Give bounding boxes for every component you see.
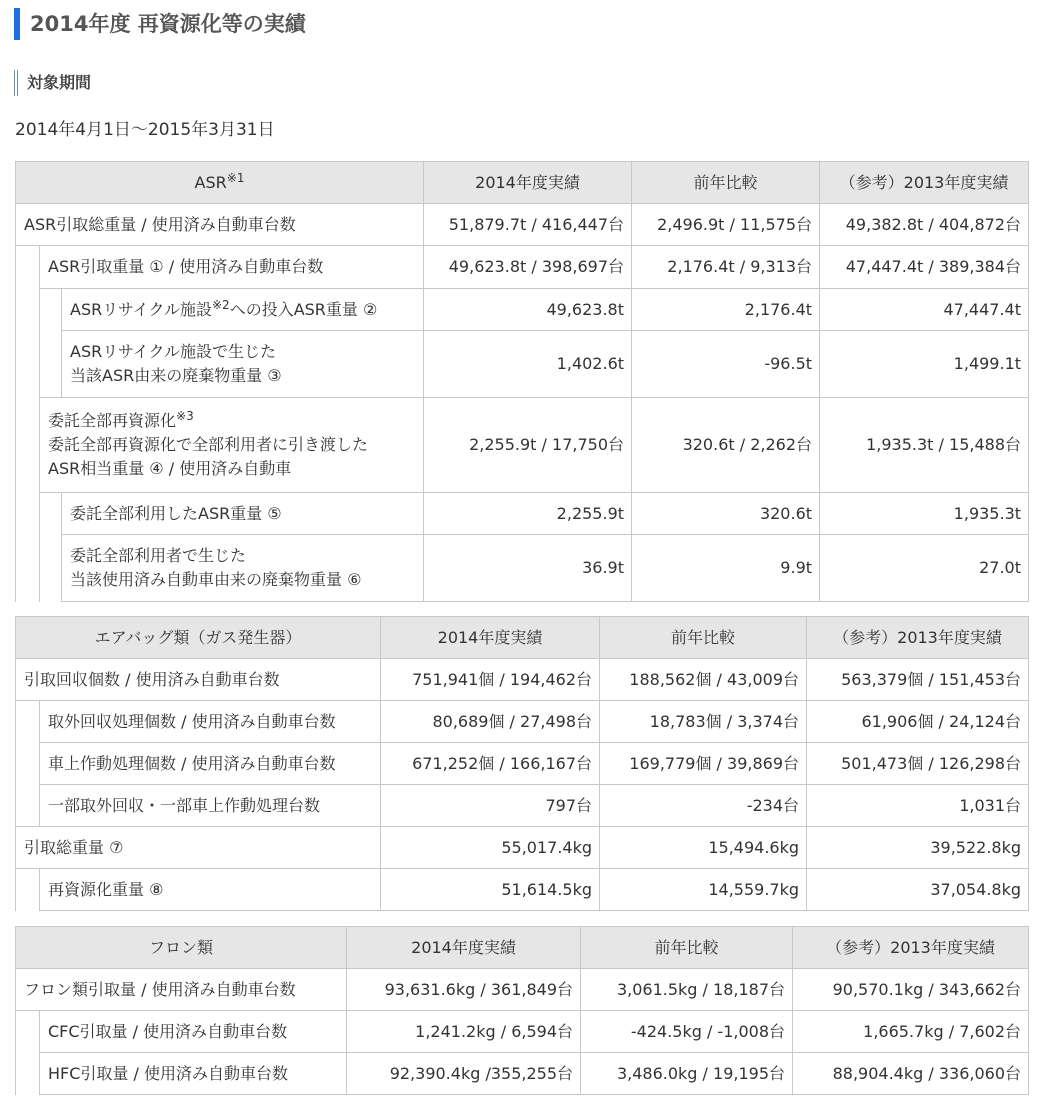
row-label: ASR引取重量 ① / 使用済み自動車台数 bbox=[40, 246, 424, 289]
table-row bbox=[16, 659, 1029, 701]
table-row bbox=[16, 1053, 1029, 1095]
table-row bbox=[16, 1011, 1029, 1053]
value-2014: 2,255.9t bbox=[424, 493, 632, 535]
row-label: ASR引取総重量 / 使用済み自動車台数 bbox=[16, 204, 424, 246]
indent-cell bbox=[40, 289, 62, 398]
value-2014: 1,402.6t bbox=[424, 331, 632, 398]
value-2013: 27.0t bbox=[820, 535, 1029, 602]
table-row bbox=[16, 493, 1029, 535]
value-2013: 501,473個 / 126,298台 bbox=[807, 743, 1029, 785]
target-period: 2014年4月1日～2015年3月31日 bbox=[15, 120, 275, 140]
value-diff: 15,494.6kg bbox=[600, 827, 807, 869]
indent-cell bbox=[16, 1011, 40, 1095]
row-label: 委託全部再資源化$^{※3}$ 委託全部再資源化で全部利用者に引き渡した ASR相当重量 ④ / 使用済み自動車 bbox=[40, 398, 424, 493]
value-diff: 3,061.5kg / 18,187台 bbox=[581, 969, 793, 1011]
value-2014: 2,255.9t / 17,750台 bbox=[424, 398, 632, 493]
indent-cell bbox=[40, 493, 62, 602]
asr-header-2014: 2014年度実績 bbox=[424, 162, 632, 204]
value-2013: 563,379個 / 151,453台 bbox=[807, 659, 1029, 701]
asr-header-note: ※1 bbox=[226, 170, 245, 185]
table-row bbox=[16, 398, 1029, 493]
airbag-table bbox=[15, 616, 1029, 911]
indent-cell bbox=[16, 869, 40, 911]
indent-cell bbox=[16, 246, 40, 602]
freon-header-2014: 2014年度実績 bbox=[347, 927, 581, 969]
table-row bbox=[16, 869, 1029, 911]
value-diff: 2,496.9t / 11,575台 bbox=[632, 204, 820, 246]
section-title: 対象期間 bbox=[14, 70, 91, 96]
asr-header-diff: 前年比較 bbox=[632, 162, 820, 204]
row-label: 再資源化重量 ⑧ bbox=[40, 869, 381, 911]
value-2014: 93,631.6kg / 361,849台 bbox=[347, 969, 581, 1011]
row-label: フロン類引取量 / 使用済み自動車台数 bbox=[16, 969, 347, 1011]
footnote-marker: ※3 bbox=[176, 409, 194, 423]
row-label: HFC引取量 / 使用済み自動車台数 bbox=[40, 1053, 347, 1095]
row-label: 引取回収個数 / 使用済み自動車台数 bbox=[16, 659, 381, 701]
value-diff: -96.5t bbox=[632, 331, 820, 398]
row-label: CFC引取量 / 使用済み自動車台数 bbox=[40, 1011, 347, 1053]
asr-header-label: ASR$^{※1}$ bbox=[16, 162, 424, 204]
value-2014: 80,689個 / 27,498台 bbox=[381, 701, 600, 743]
indent-cell bbox=[16, 701, 40, 827]
asr-header-row bbox=[16, 162, 1029, 204]
value-2013: 61,906個 / 24,124台 bbox=[807, 701, 1029, 743]
value-2014: 751,941個 / 194,462台 bbox=[381, 659, 600, 701]
row-label: 一部取外回収・一部車上作動処理台数 bbox=[40, 785, 381, 827]
table-row bbox=[16, 535, 1029, 602]
freon-table bbox=[15, 926, 1029, 1095]
page-title: 2014年度 再資源化等の実績 bbox=[14, 8, 306, 40]
table-row bbox=[16, 785, 1029, 827]
value-diff: 169,779個 / 39,869台 bbox=[600, 743, 807, 785]
row-label: 委託全部利用したASR重量 ⑤ bbox=[62, 493, 424, 535]
value-2013: 1,031台 bbox=[807, 785, 1029, 827]
value-2013: 1,499.1t bbox=[820, 331, 1029, 398]
value-2014: 1,241.2kg / 6,594台 bbox=[347, 1011, 581, 1053]
value-diff: 188,562個 / 43,009台 bbox=[600, 659, 807, 701]
value-diff: 3,486.0kg / 19,195台 bbox=[581, 1053, 793, 1095]
table-row bbox=[16, 204, 1029, 246]
asr-header-2013: （参考）2013年度実績 bbox=[820, 162, 1029, 204]
footnote-marker: ※2 bbox=[211, 297, 230, 312]
table-row bbox=[16, 289, 1029, 331]
value-diff: 320.6t / 2,262台 bbox=[632, 398, 820, 493]
value-2013: 39,522.8kg bbox=[807, 827, 1029, 869]
value-2013: 47,447.4t bbox=[820, 289, 1029, 331]
table-row bbox=[16, 827, 1029, 869]
freon-header-label: フロン類 bbox=[16, 927, 347, 969]
value-2014: 51,879.7t / 416,447台 bbox=[424, 204, 632, 246]
airbag-header-2014: 2014年度実績 bbox=[381, 617, 600, 659]
table-row bbox=[16, 331, 1029, 398]
value-2014: 797台 bbox=[381, 785, 600, 827]
table-row bbox=[16, 743, 1029, 785]
value-diff: 2,176.4t bbox=[632, 289, 820, 331]
table-row bbox=[16, 969, 1029, 1011]
value-2013: 1,665.7kg / 7,602台 bbox=[793, 1011, 1029, 1053]
value-diff: 320.6t bbox=[632, 493, 820, 535]
value-2013: 47,447.4t / 389,384台 bbox=[820, 246, 1029, 289]
value-diff: -424.5kg / -1,008台 bbox=[581, 1011, 793, 1053]
value-2013: 1,935.3t bbox=[820, 493, 1029, 535]
airbag-header-2013: （参考）2013年度実績 bbox=[807, 617, 1029, 659]
row-label: 委託全部利用者で生じた 当該使用済み自動車由来の廃棄物重量 ⑥ bbox=[62, 535, 424, 602]
value-2013: 49,382.8t / 404,872台 bbox=[820, 204, 1029, 246]
row-label: 車上作動処理個数 / 使用済み自動車台数 bbox=[40, 743, 381, 785]
freon-header-row bbox=[16, 927, 1029, 969]
value-diff: -234台 bbox=[600, 785, 807, 827]
freon-header-diff: 前年比較 bbox=[581, 927, 793, 969]
table-row bbox=[16, 246, 1029, 289]
asr-table bbox=[15, 161, 1029, 602]
value-diff: 2,176.4t / 9,313台 bbox=[632, 246, 820, 289]
row-label: 引取総重量 ⑦ bbox=[16, 827, 381, 869]
value-2013: 90,570.1kg / 343,662台 bbox=[793, 969, 1029, 1011]
value-2013: 88,904.4kg / 336,060台 bbox=[793, 1053, 1029, 1095]
freon-header-2013: （参考）2013年度実績 bbox=[793, 927, 1029, 969]
value-2014: 36.9t bbox=[424, 535, 632, 602]
value-2013: 1,935.3t / 15,488台 bbox=[820, 398, 1029, 493]
value-2014: 51,614.5kg bbox=[381, 869, 600, 911]
value-diff: 9.9t bbox=[632, 535, 820, 602]
value-2014: 671,252個 / 166,167台 bbox=[381, 743, 600, 785]
value-2014: 92,390.4kg /355,255台 bbox=[347, 1053, 581, 1095]
row-label: ASRリサイクル施設で生じた 当該ASR由来の廃棄物重量 ③ bbox=[62, 331, 424, 398]
value-diff: 18,783個 / 3,374台 bbox=[600, 701, 807, 743]
value-2013: 37,054.8kg bbox=[807, 869, 1029, 911]
value-2014: 49,623.8t / 398,697台 bbox=[424, 246, 632, 289]
airbag-header-row bbox=[16, 617, 1029, 659]
value-2014: 49,623.8t bbox=[424, 289, 632, 331]
value-2014: 55,017.4kg bbox=[381, 827, 600, 869]
airbag-header-diff: 前年比較 bbox=[600, 617, 807, 659]
value-diff: 14,559.7kg bbox=[600, 869, 807, 911]
row-label: 取外回収処理個数 / 使用済み自動車台数 bbox=[40, 701, 381, 743]
table-row bbox=[16, 701, 1029, 743]
row-label: ASRリサイクル施設$^{※2}$への投入ASR重量 ② bbox=[62, 289, 424, 331]
airbag-header-label: エアバッグ類（ガス発生器） bbox=[16, 617, 381, 659]
